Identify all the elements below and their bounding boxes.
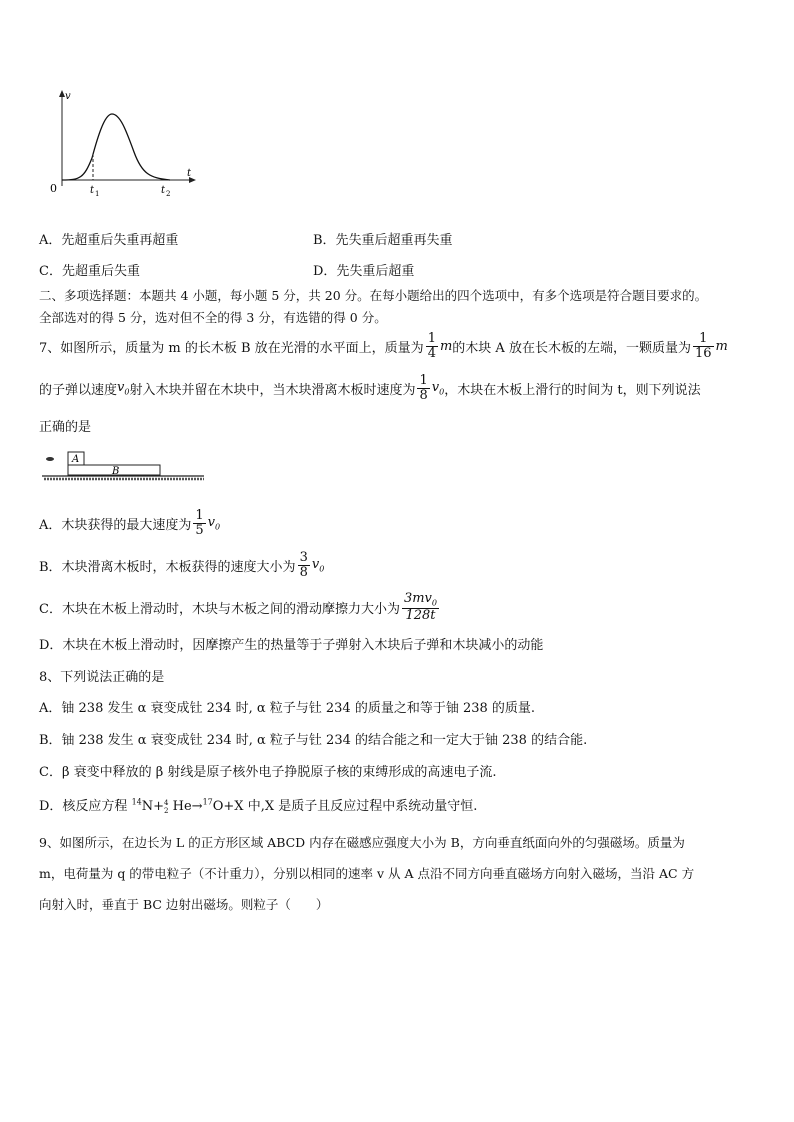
t2-subscript: 2	[166, 190, 171, 198]
q7-line1	[39, 328, 728, 364]
q6-option-b: B．先失重后超重再失重	[313, 233, 453, 248]
v-axis-label: v	[65, 91, 71, 102]
q7-option-a-text: A．木块获得的最大速度为	[39, 517, 192, 533]
q7-option-c-text: C．木块在木板上滑动时，木块与木板之间的滑动摩擦力大小为	[39, 601, 400, 617]
t1-label: t	[90, 185, 95, 196]
q7-option-a	[39, 504, 220, 542]
q7-option-d: D．木块在木板上滑动时，因摩擦产生的热量等于子弹射入木块后子弹和木块减小的动能	[39, 638, 544, 653]
q8-option-d	[39, 795, 477, 815]
q9-line1: 9、如图所示，在边长为 L 的正方形区域 ABCD 内存在磁感应强度大小为 B，方向垂直纸面向外的匀强磁场。质量为	[39, 835, 685, 850]
velocity-time-graph	[40, 88, 200, 200]
q8-option-c: C．β 衰变中释放的 β 射线是原子核外电子挣脱原子核的束缚形成的高速电子流.	[39, 765, 497, 780]
fraction-numerator: 1	[195, 507, 204, 523]
fraction-numerator: $3mv_0$	[403, 590, 437, 608]
var-v0: $v_0$	[207, 514, 221, 532]
velocity-curve	[62, 114, 170, 180]
q7-option-b	[39, 546, 324, 584]
q7-line2-text-a: 的子弹以速度	[39, 382, 118, 398]
q8-title: 8、下列说法正确的是	[39, 670, 165, 685]
t-axis-label: t	[187, 168, 192, 179]
board-b-label: B	[112, 466, 120, 477]
fraction-denominator: 16	[694, 345, 712, 361]
helium-nuclide-numbers: 4 2	[164, 798, 169, 815]
q6-option-d: D．先失重后超重	[313, 264, 415, 279]
q7-line1-text-a: 7、如图所示，质量为 m 的长木板 B 放在光滑的水平面上，质量为	[39, 340, 424, 356]
t2-label: t	[161, 185, 166, 196]
fraction-denominator: 8	[299, 564, 308, 580]
fraction-numerator: 1	[427, 330, 436, 346]
q7-fraction-one-sixteenth	[693, 332, 714, 360]
q7-option-c	[39, 588, 441, 626]
var-v0: $v_0$	[431, 379, 445, 397]
n14-mass-number: 14	[131, 797, 142, 807]
var-v0: $v_0$	[311, 556, 325, 574]
block-board-figure	[40, 448, 206, 482]
fraction-numerator: 3	[299, 549, 308, 565]
block-a-label: A	[72, 454, 80, 465]
q7-fraction-one-eighth	[417, 374, 429, 402]
q6-option-c: C．先超重后失重	[39, 264, 140, 279]
bullet	[46, 457, 54, 461]
q8-option-d-text-a: D．核反应方程	[39, 799, 132, 814]
q9-line2: m，电荷量为 q 的带电粒子（不计重力），分别以相同的速率 v 从 A 点沿不同方向垂直磁场方向射入磁场，当沿 AC 方	[39, 866, 695, 881]
q9-line3: 向射入时，垂直于 BC 边射出磁场。则粒子（ ）	[39, 897, 329, 912]
var-v0: $v_0$	[117, 379, 130, 397]
fraction-denominator: 128t	[405, 607, 436, 623]
q7-line1-text-b: 的木块 A 放在长木板的左端，一颗质量为	[452, 340, 691, 356]
q7-option-b-text: B．木块滑离木板时，木板获得的速度大小为	[39, 559, 296, 575]
nitrogen-symbol: N+	[141, 799, 165, 814]
q7-line2-text-b: 射入木块并留在木块中，当木块滑离木板时速度为	[129, 382, 416, 398]
t1-subscript: 1	[95, 190, 100, 198]
var-m: m	[715, 338, 728, 354]
q7-line3: 正确的是	[39, 420, 92, 435]
section2-line2: 全部选对的得 5 分，选对但不全的得 3 分，有选错的得 0 分。	[39, 310, 387, 325]
q7-fraction-one-quarter	[426, 332, 438, 360]
q7-line2	[39, 370, 701, 406]
fraction-denominator: 8	[419, 387, 428, 403]
fraction-numerator: 1	[693, 332, 714, 347]
helium-symbol: He→	[168, 799, 203, 814]
fraction-three-eighths	[298, 551, 310, 579]
fraction-denominator: 4	[427, 345, 436, 361]
q8-option-b: B．铀 238 发生 α 衰变成钍 234 时, α 粒子与钍 234 的结合能之和一定大于铀 238 的结合能.	[39, 733, 588, 748]
fraction-friction-force	[402, 592, 439, 623]
var-m: m	[439, 338, 453, 354]
fraction-denominator: 5	[195, 522, 204, 538]
q8-option-d-text-b: O+X 中,X 是质子且反应过程中系统动量守恒.	[212, 799, 478, 814]
q7-line2-text-c: ，木块在木板上滑行的时间为 t，则下列说法	[444, 382, 701, 398]
q6-option-a: A．先超重后失重再超重	[39, 233, 179, 248]
origin-label: 0	[50, 182, 57, 195]
q8-option-a: A．铀 238 发生 α 衰变成钍 234 时, α 粒子与钍 234 的质量之和等于铀 238 的质量.	[39, 701, 536, 716]
fraction-one-fifth	[193, 509, 205, 537]
section2-line1: 二、多项选择题：本题共 4 小题，每小题 5 分，共 20 分。在每小题给出的四个选项中，有多个选项是符合题目要求的。	[39, 288, 708, 303]
o17-mass-number: 17	[202, 797, 213, 807]
fraction-numerator: 1	[419, 372, 428, 388]
